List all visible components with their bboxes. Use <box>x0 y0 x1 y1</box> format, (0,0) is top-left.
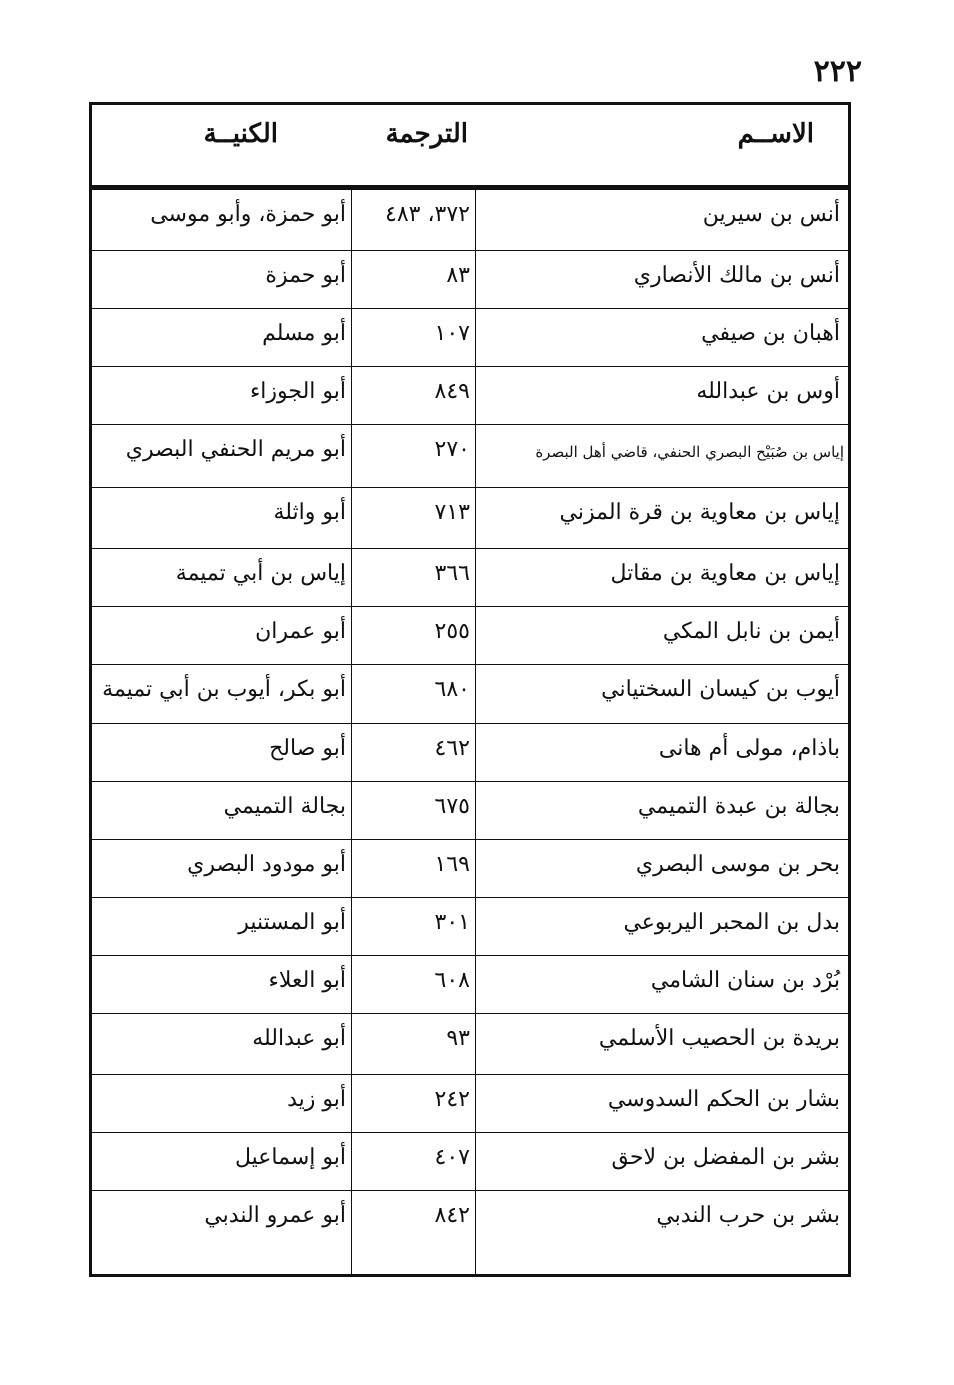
narrator-name: بجالة بن عبدة التميمي <box>637 794 840 819</box>
tarjama-number: ٧١٣ <box>434 500 470 525</box>
kunya: أبو حمزة، وأبو موسى <box>150 202 346 227</box>
narrator-name: بشر بن حرب الندبي <box>656 1203 840 1228</box>
tarjama-number: ٦٨٠ <box>434 677 470 702</box>
table-row <box>92 549 848 607</box>
tarjama-number: ٣٠١ <box>434 910 470 935</box>
narrator-name: إياس بن صُبَيْح البصري الحنفي، قاضي أهل البصرة <box>535 443 844 461</box>
table-row <box>92 607 848 665</box>
narrator-name: بريدة بن الحصيب الأسلمي <box>598 1026 840 1051</box>
header-kunya: الكنيــة <box>203 119 278 149</box>
narrator-name: أنس بن مالك الأنصاري <box>633 263 840 288</box>
tarjama-number: ٨٤٩ <box>434 379 470 404</box>
kunya: أبو عبدالله <box>252 1026 346 1051</box>
narrator-name: بشر بن المفضل بن لاحق <box>611 1145 840 1170</box>
kunya: أبو مريم الحنفي البصري <box>125 437 346 462</box>
kunya: أبو واثلة <box>273 500 346 525</box>
narrators-index-table <box>89 102 851 1277</box>
kunya: أبو زيد <box>287 1087 346 1112</box>
header-tarjama: الترجمة <box>385 119 468 149</box>
narrator-name: أيمن بن نابل المكي <box>662 619 840 644</box>
narrator-name: أوس بن عبدالله <box>696 379 840 404</box>
table-header <box>92 105 848 190</box>
kunya: إياس بن أبي تميمة <box>175 561 346 586</box>
narrator-name: إياس بن معاوية بن مقاتل <box>610 561 840 586</box>
narrator-name: أنس بن سيرين <box>702 202 840 227</box>
table-row <box>92 1133 848 1191</box>
tarjama-number: ١٦٩ <box>434 852 470 877</box>
table-row <box>92 367 848 425</box>
kunya: أبو إسماعيل <box>235 1145 346 1170</box>
narrator-name: بحر بن موسى البصري <box>635 852 840 877</box>
tarjama-number: ٣٦٦ <box>434 561 470 586</box>
tarjama-number: ٨٣ <box>446 263 470 288</box>
table-row <box>92 724 848 782</box>
table-row <box>92 251 848 309</box>
tarjama-number: ٣٧٢، ٤٨٣ <box>385 202 470 227</box>
kunya: أبو حمزة <box>265 263 346 288</box>
kunya: بجالة التميمي <box>223 794 346 819</box>
narrator-name: أيوب بن كيسان السختياني <box>601 677 840 702</box>
tarjama-number: ٦٧٥ <box>434 794 470 819</box>
kunya: أبو مودود البصري <box>187 852 346 877</box>
narrator-name: باذام، مولى أم هانى <box>658 736 840 761</box>
tarjama-number: ٢٧٠ <box>434 437 470 462</box>
table-body <box>92 190 848 1271</box>
kunya: أبو العلاء <box>268 968 346 993</box>
kunya: أبو المستنير <box>238 910 346 935</box>
tarjama-number: ٦٠٨ <box>434 968 470 993</box>
table-row <box>92 1014 848 1075</box>
kunya: أبو الجوزاء <box>249 379 346 404</box>
page-number: ٢٢٢ <box>813 54 862 89</box>
tarjama-number: ٤٦٢ <box>434 736 470 761</box>
tarjama-number: ١٠٧ <box>434 321 470 346</box>
tarjama-number: ٢٥٥ <box>434 619 470 644</box>
narrator-name: إياس بن معاوية بن قرة المزني <box>559 500 840 525</box>
table-row <box>92 309 848 367</box>
kunya: أبو عمران <box>255 619 346 644</box>
kunya: أبو صالح <box>269 736 346 761</box>
table-row <box>92 840 848 898</box>
kunya: أبو مسلم <box>262 321 346 346</box>
table-row <box>92 782 848 840</box>
kunya: أبو بكر، أيوب بن أبي تميمة <box>102 677 346 702</box>
narrator-name: بدل بن المحبر اليربوعي <box>623 910 840 935</box>
table-row <box>92 190 848 251</box>
table-row <box>92 1075 848 1133</box>
tarjama-number: ٢٤٢ <box>434 1087 470 1112</box>
kunya: أبو عمرو الندبي <box>204 1203 346 1228</box>
table-row <box>92 898 848 956</box>
table-row <box>92 1191 848 1271</box>
table-row <box>92 956 848 1014</box>
tarjama-number: ٨٤٢ <box>434 1203 470 1228</box>
narrator-name: بشار بن الحكم السدوسي <box>607 1087 840 1112</box>
narrator-name: أهبان بن صيفي <box>701 321 840 346</box>
table-row <box>92 665 848 724</box>
tarjama-number: ٤٠٧ <box>434 1145 470 1170</box>
table-row <box>92 425 848 488</box>
tarjama-number: ٩٣ <box>446 1026 470 1051</box>
narrator-name: بُرْد بن سنان الشامي <box>650 968 840 993</box>
table-row <box>92 488 848 549</box>
header-name: الاســم <box>737 119 814 149</box>
